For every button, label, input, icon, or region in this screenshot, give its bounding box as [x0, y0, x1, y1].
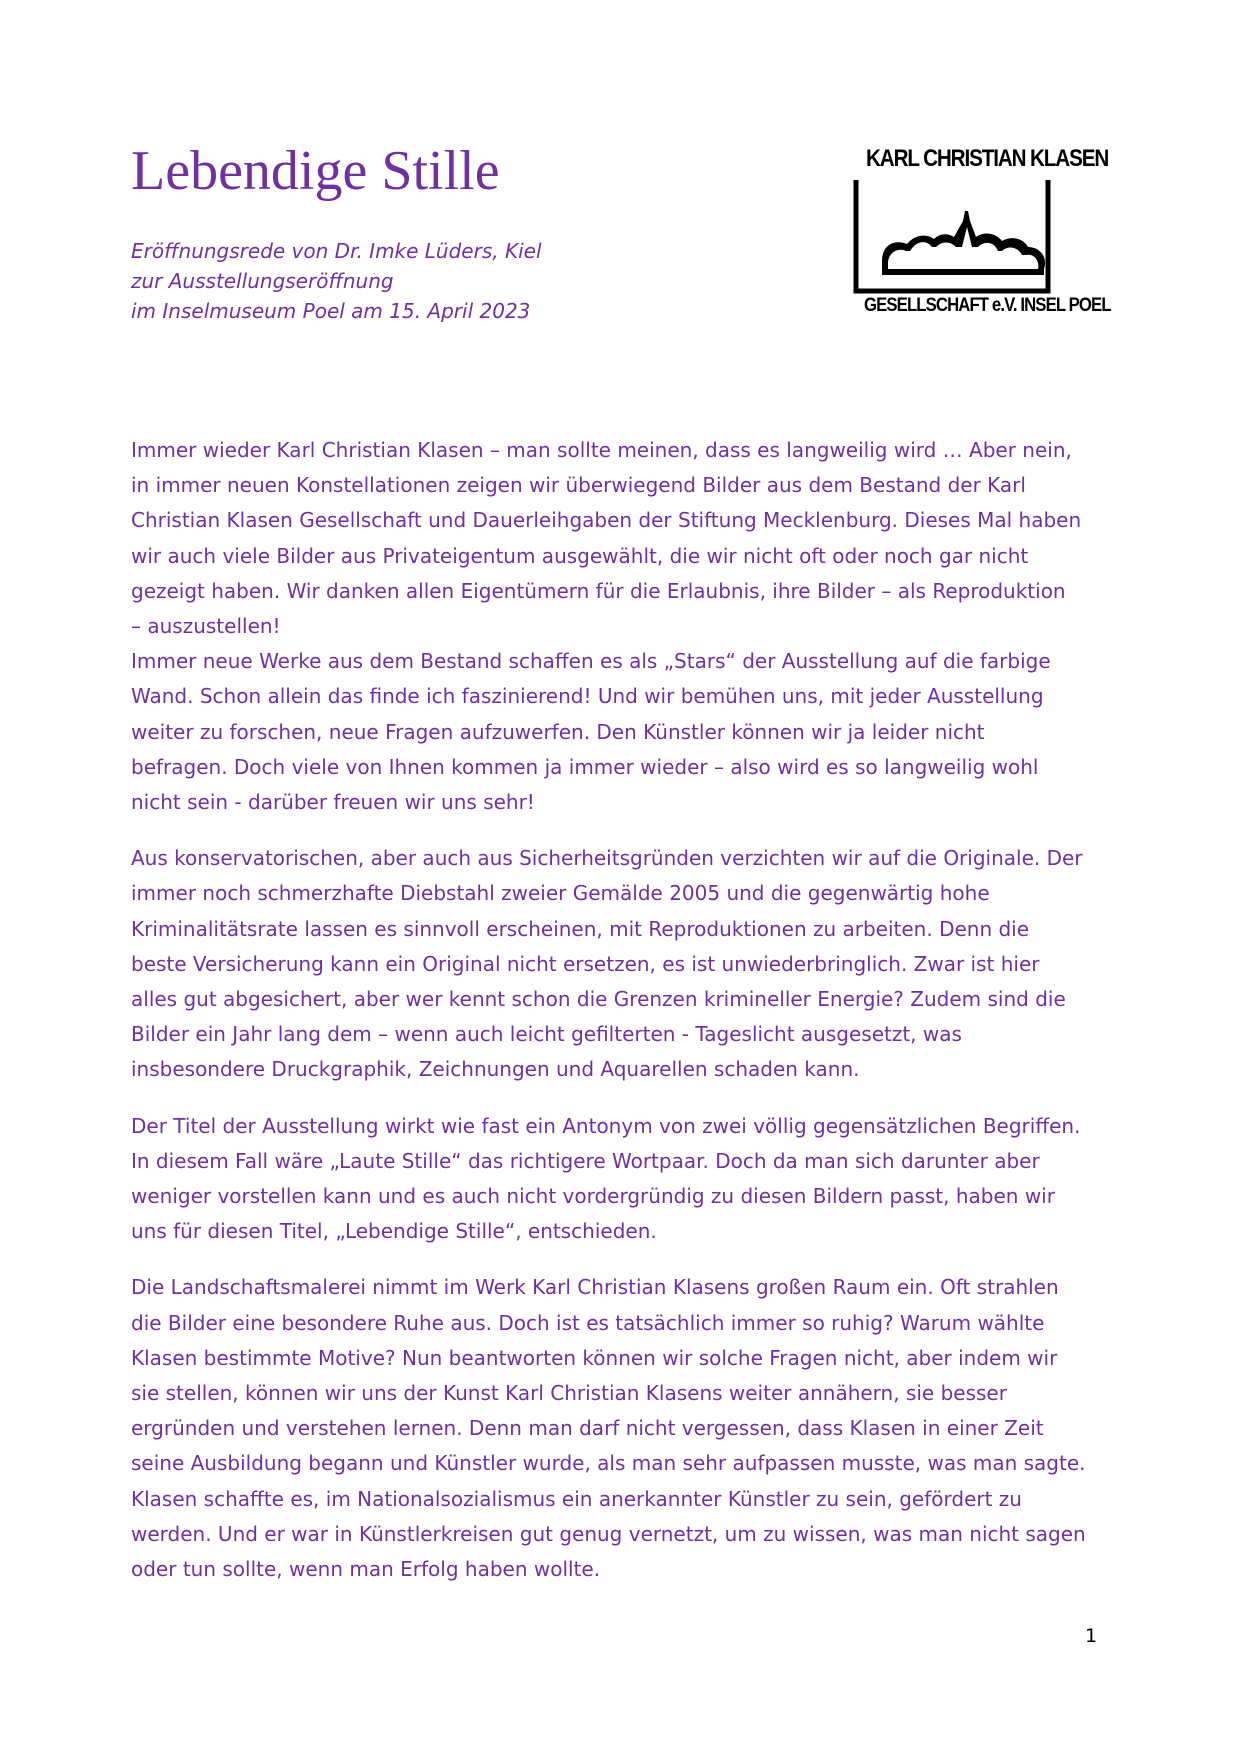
paragraph [131, 1270, 1111, 1587]
text-line: alles gut abgesichert, aber wer kennt schon die Grenzen krimineller Energie? Zudem sind die [131, 987, 1066, 1012]
text-line: Aus konservatorischen, aber auch aus Sicherheitsgründen verzichten wir auf die Originale. Der [131, 846, 1083, 871]
text-line: Bilder ein Jahr lang dem – wenn auch leicht gefilterten - Tageslicht ausgesetzt, was [131, 1022, 962, 1047]
text-line: weniger vorstellen kann und es auch nicht vordergründig zu diesen Bildern passt, haben wir [131, 1184, 1055, 1209]
text-line: wir auch viele Bilder aus Privateigentum ausgewählt, die wir nicht oft oder noch gar nicht [131, 543, 1029, 568]
logo-bottom-text: GESELLSCHAFT e.V. INSEL POEL [864, 295, 1111, 316]
text-line: befragen. Doch viele von Ihnen kommen ja immer wieder – also wird es so langweilig wohl [131, 754, 1039, 779]
text-line: die Bilder eine besondere Ruhe aus. Doch ist es tatsächlich immer so ruhig? Warum wählte [131, 1310, 1045, 1335]
logo-top-text: KARL CHRISTIAN KLASEN [866, 145, 1109, 172]
text-line: sie stellen, können wir uns der Kunst Karl Christian Klasens weiter annähern, sie besser [131, 1381, 1007, 1406]
text-line: Die Landschaftsmalerei nimmt im Werk Karl Christian Klasens großen Raum ein. Oft strahlen [131, 1275, 1059, 1300]
speech-subtitle [131, 236, 691, 326]
text-line: Christian Klasen Gesellschaft und Dauerleihgaben der Stiftung Mecklenburg. Dieses Mal haben [131, 508, 1082, 533]
text-line: insbesondere Druckgraphik, Zeichnungen und Aquarellen schaden kann. [131, 1057, 860, 1082]
subtitle-line: im Inselmuseum Poel am 15. April 2023 [131, 299, 531, 323]
text-line: Immer wieder Karl Christian Klasen – man sollte meinen, dass es langweilig wird … Aber nein, [131, 438, 1072, 462]
text-line: In diesem Fall wäre „Laute Stille“ das richtigere Wortpaar. Doch da man sich darunter aber [131, 1148, 1040, 1173]
text-line: weiter zu forschen, neue Fragen aufzuwerfen. Den Künstler können wir ja leider nicht [131, 719, 985, 744]
text-line: beste Versicherung kann ein Original nicht ersetzen, es ist unwiederbringlich. Zwar ist hier [131, 951, 1040, 976]
paragraph [131, 433, 1111, 820]
text-line: ergründen und verstehen lernen. Denn man darf nicht vergessen, dass Klasen in einer Zeit [131, 1416, 1044, 1441]
subtitle-line: zur Ausstellungseröffnung [131, 269, 394, 293]
text-line: seine Ausbildung begann und Künstler wurde, als man sehr aufpassen musste, was man sagte. [131, 1451, 1086, 1476]
document-title: Lebendige Stille [131, 140, 500, 202]
text-line: Kriminalitätsrate lassen es sinnvoll erscheinen, mit Reproduktionen zu arbeiten. Denn die [131, 916, 1030, 941]
speech-body [131, 433, 1111, 1608]
text-line: oder tun sollte, wenn man Erfolg haben wollte. [131, 1557, 601, 1582]
paragraph [131, 1109, 1111, 1250]
text-line: immer noch schmerzhafte Diebstahl zweier Gemälde 2005 und die gegenwärtig hohe [131, 881, 990, 906]
text-line: Klasen schaffte es, im Nationalsozialismus ein anerkannter Künstler zu sein, gefördert zu [131, 1486, 1022, 1511]
text-line: uns für diesen Titel, „Lebendige Stille“, entschieden. [131, 1219, 657, 1244]
text-line: Immer neue Werke aus dem Bestand schaffen es als „Stars“ der Ausstellung auf die farbige [131, 649, 1051, 674]
text-line: gezeigt haben. Wir danken allen Eigentümern für die Erlaubnis, ihre Bilder – als Reproduktion [131, 578, 1066, 603]
text-line: Wand. Schon allein das finde ich faszinierend! Und wir bemühen uns, mit jeder Ausstellung [131, 684, 1044, 709]
text-line: – auszustellen! [131, 614, 281, 639]
text-line: werden. Und er war in Künstlerkreisen gut genug vernetzt, um zu wissen, was man nicht sagen [131, 1521, 1086, 1546]
society-logo [852, 145, 1111, 320]
village-skyline-logo-icon [852, 175, 1052, 295]
text-line: in immer neuen Konstellationen zeigen wir überwiegend Bilder aus dem Bestand der Karl [131, 473, 1026, 498]
subtitle-line: Eröffnungsrede von Dr. Imke Lüders, Kiel [131, 239, 542, 263]
paragraph [131, 841, 1111, 1087]
text-line: Der Titel der Ausstellung wirkt wie fast ein Antonym von zwei völlig gegensätzlichen Begriffen. [131, 1113, 1081, 1138]
text-line: Klasen bestimmte Motive? Nun beantworten können wir solche Fragen nicht, aber indem wir [131, 1345, 1058, 1370]
text-line: nicht sein - darüber freuen wir uns sehr! [131, 790, 535, 815]
page-number: 1 [1085, 1625, 1098, 1647]
